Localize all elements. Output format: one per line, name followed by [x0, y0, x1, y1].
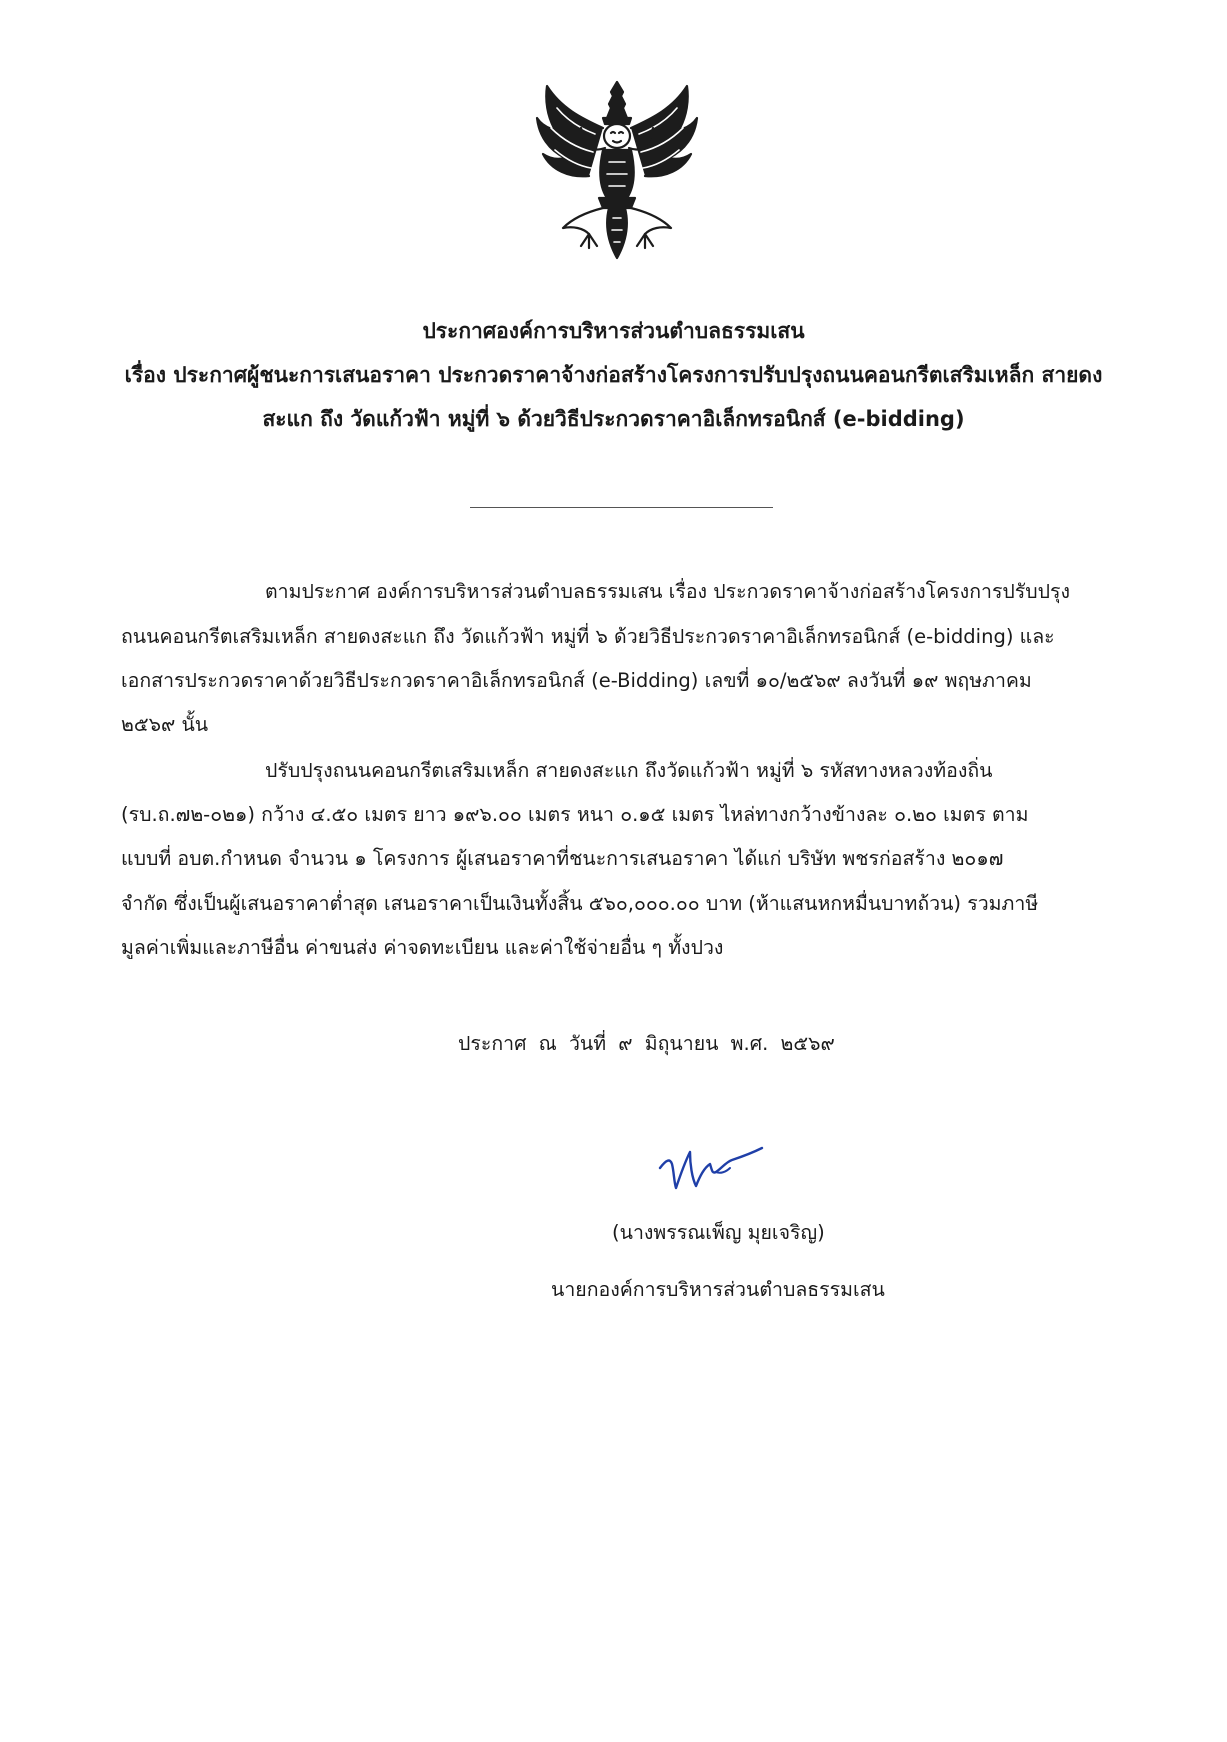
document-title: ประกาศองค์การบริหารส่วนตำบลธรรมเสน	[422, 319, 805, 343]
handwritten-signature-icon	[656, 1138, 766, 1194]
announcement-date: ประกาศ ณ วันที่ ๙ มิถุนายน พ.ศ. ๒๕๖๙	[458, 1032, 835, 1055]
paragraph-2-line: (รบ.ถ.๗๒-๐๒๑) กว้าง ๔.๕๐ เมตร ยาว ๑๙๖.๐๐ เมตร หนา ๐.๑๕ เมตร ไหล่ทางกว้างข้างละ ๐.๒๐ เมตร ตาม	[121, 803, 1029, 826]
paragraph-1-line: ๒๕๖๙ นั้น	[121, 713, 209, 736]
paragraph-1-line: ตามประกาศ องค์การบริหารส่วนตำบลธรรมเสน เรื่อง ประกวดราคาจ้างก่อสร้างโครงการปรับปรุง	[265, 580, 1071, 603]
paragraph-2-line: มูลค่าเพิ่มและภาษีอื่น ค่าขนส่ง ค่าจดทะเบียน และค่าใช้จ่ายอื่น ๆ ทั้งปวง	[121, 936, 724, 959]
paragraph-2-line: จำกัด ซึ่งเป็นผู้เสนอราคาต่ำสุด เสนอราคาเป็นเงินทั้งสิ้น ๕๖๐,๐๐๐.๐๐ บาท (ห้าแสนหกหมื่นบาทถ้วน) รวมภาษี	[121, 892, 1039, 915]
header-divider	[470, 507, 773, 508]
document-subject-line-1: เรื่อง ประกาศผู้ชนะการเสนอราคา ประกวดราคาจ้างก่อสร้างโครงการปรับปรุงถนนคอนกรีตเสริมเหล็ก สายดง	[124, 363, 1103, 387]
garuda-emblem-icon	[533, 78, 701, 263]
signer-name: (นางพรรณเพ็ญ มุยเจริญ)	[612, 1221, 825, 1244]
paragraph-2-line: แบบที่ อบต.กำหนด จำนวน ๑ โครงการ ผู้เสนอราคาที่ชนะการเสนอราคา ได้แก่ บริษัท พชรก่อสร้าง ๒๐๑๗	[121, 847, 1004, 870]
paragraph-1-line: ถนนคอนกรีตเสริมเหล็ก สายดงสะแก ถึง วัดแก้วฟ้า หมู่ที่ ๖ ด้วยวิธีประกวดราคาอิเล็กทรอนิกส์ (e-bidding) และ	[121, 625, 1055, 648]
document-subject-line-2: สะแก ถึง วัดแก้วฟ้า หมู่ที่ ๖ ด้วยวิธีประกวดราคาอิเล็กทรอนิกส์ (e-bidding)	[262, 407, 965, 431]
paragraph-2-line: ปรับปรุงถนนคอนกรีตเสริมเหล็ก สายดงสะแก ถึงวัดแก้วฟ้า หมู่ที่ ๖ รหัสทางหลวงท้องถิ่น	[265, 759, 993, 782]
signer-position: นายกองค์การบริหารส่วนตำบลธรรมเสน	[551, 1278, 885, 1301]
paragraph-1-line: เอกสารประกวดราคาด้วยวิธีประกวดราคาอิเล็กทรอนิกส์ (e-Bidding) เลขที่ ๑๐/๒๕๖๙ ลงวันที่ ๑๙ พฤษภาคม	[121, 669, 1032, 692]
